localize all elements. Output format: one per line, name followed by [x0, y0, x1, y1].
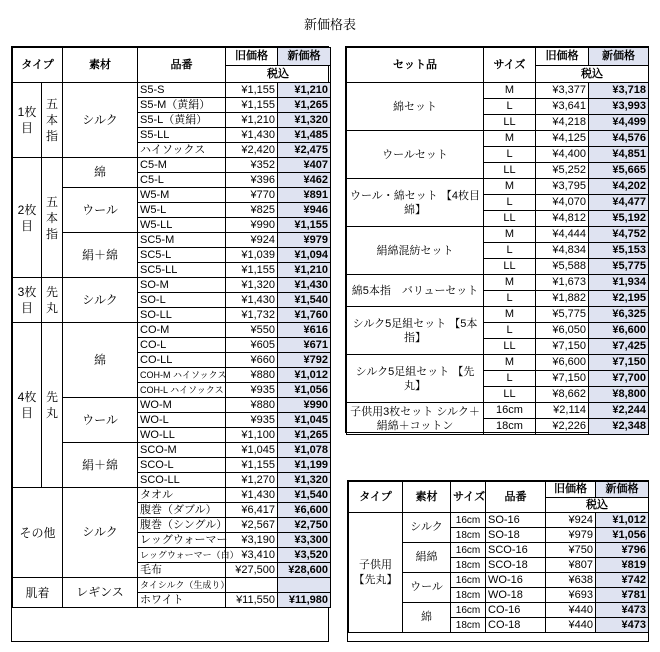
- header-product: 品番: [138, 48, 226, 83]
- old-price-cell: ¥880: [226, 368, 278, 383]
- new-price-cell: ¥1,485: [278, 128, 331, 143]
- material-cell: シルク: [63, 278, 138, 323]
- new-price-cell: ¥4,477: [589, 195, 649, 211]
- new-price-cell: ¥1,934: [589, 275, 649, 291]
- product-cell: WO-M: [138, 398, 226, 413]
- old-price-cell: ¥2,567: [226, 518, 278, 533]
- size-cell: M: [484, 131, 536, 147]
- product-cell: CO-18: [486, 618, 546, 633]
- new-price-cell: ¥4,752: [589, 227, 649, 243]
- size-cell: 18cm: [451, 588, 486, 603]
- new-price-cell: ¥990: [278, 398, 331, 413]
- old-price-cell: ¥4,400: [536, 147, 589, 163]
- product-cell: CO-M: [138, 323, 226, 338]
- size-cell: L: [484, 291, 536, 307]
- type-cell: その他: [13, 488, 63, 578]
- table-row: [347, 307, 649, 323]
- product-cell: レッグウォーマー: [138, 533, 226, 548]
- set-name-cell: ウールセット: [347, 131, 484, 179]
- new-price-cell: ¥616: [278, 323, 331, 338]
- old-price-cell: ¥638: [546, 573, 596, 588]
- old-price-cell: ¥4,834: [536, 243, 589, 259]
- new-price-cell: ¥1,265: [278, 428, 331, 443]
- new-price-cell: ¥2,244: [589, 403, 649, 419]
- new-price-cell: ¥1,056: [596, 528, 649, 543]
- old-price-cell: ¥935: [226, 413, 278, 428]
- new-price-cell: ¥1,155: [278, 218, 331, 233]
- product-cell: CO-16: [486, 603, 546, 618]
- table-row: [13, 578, 331, 593]
- table-row: [347, 131, 649, 147]
- header-new-price: 新価格: [589, 48, 649, 66]
- type-cell: 2枚目: [13, 158, 42, 278]
- old-price-cell: ¥750: [546, 543, 596, 558]
- kind-cell: 五本指: [42, 83, 63, 158]
- product-cell: SO-LL: [138, 308, 226, 323]
- product-cell: CO-L: [138, 338, 226, 353]
- product-cell: S5-LL: [138, 128, 226, 143]
- old-price-cell: ¥1,100: [226, 428, 278, 443]
- new-price-cell: ¥7,700: [589, 371, 649, 387]
- new-price-cell: ¥671: [278, 338, 331, 353]
- old-price-cell: ¥1,155: [226, 263, 278, 278]
- product-cell: C5-M: [138, 158, 226, 173]
- product-cell: 毛布: [138, 563, 226, 578]
- size-cell: M: [484, 355, 536, 371]
- header-tax: 税込: [226, 66, 331, 83]
- size-cell: M: [484, 307, 536, 323]
- new-price-cell: ¥1,045: [278, 413, 331, 428]
- set-name-cell: 絹綿混紡セット: [347, 227, 484, 275]
- material-cell: ウール: [63, 188, 138, 233]
- material-cell: シルク: [403, 513, 451, 543]
- size-cell: L: [484, 147, 536, 163]
- old-price-cell: ¥605: [226, 338, 278, 353]
- old-price-cell: ¥5,252: [536, 163, 589, 179]
- new-price-cell: ¥1,012: [278, 368, 331, 383]
- new-price-cell: ¥4,576: [589, 131, 649, 147]
- size-cell: L: [484, 99, 536, 115]
- old-price-cell: ¥550: [226, 323, 278, 338]
- size-cell: LL: [484, 339, 536, 355]
- old-price-cell: ¥3,190: [226, 533, 278, 548]
- size-cell: M: [484, 275, 536, 291]
- header-product: 品番: [486, 482, 546, 513]
- header-type: タイプ: [349, 482, 403, 513]
- new-price-cell: ¥1,430: [278, 278, 331, 293]
- new-price-cell: ¥1,094: [278, 248, 331, 263]
- old-price-cell: ¥2,420: [226, 143, 278, 158]
- material-cell: ウール: [63, 398, 138, 443]
- material-cell: シルク: [63, 83, 138, 158]
- type-cell: 4枚目: [13, 323, 42, 488]
- type-cell: 1枚目: [13, 83, 42, 158]
- table-row: [347, 227, 649, 243]
- product-cell: SCO-LL: [138, 473, 226, 488]
- product-cell: WO-L: [138, 413, 226, 428]
- product-cell: 腹巻（ダブル）: [138, 503, 226, 518]
- old-price-cell: ¥440: [546, 618, 596, 633]
- new-price-cell: ¥2,750: [278, 518, 331, 533]
- new-price-cell: ¥3,718: [589, 83, 649, 99]
- size-cell: 18cm: [451, 618, 486, 633]
- old-price-cell: ¥880: [226, 398, 278, 413]
- old-price-cell: ¥1,045: [226, 443, 278, 458]
- size-cell: LL: [484, 115, 536, 131]
- table-row: [13, 323, 331, 338]
- size-cell: L: [484, 323, 536, 339]
- product-cell: S5-L（黄絹）: [138, 113, 226, 128]
- old-price-cell: ¥924: [546, 513, 596, 528]
- old-price-cell: ¥4,812: [536, 211, 589, 227]
- table-row: [347, 179, 649, 195]
- old-price-cell: ¥6,417: [226, 503, 278, 518]
- product-cell: SO-L: [138, 293, 226, 308]
- kind-cell: 先丸: [42, 323, 63, 488]
- size-cell: 18cm: [451, 558, 486, 573]
- old-price-cell: ¥825: [226, 203, 278, 218]
- new-price-cell: ¥2,348: [589, 419, 649, 435]
- product-cell: W5-LL: [138, 218, 226, 233]
- old-price-cell: ¥4,070: [536, 195, 589, 211]
- new-price-cell: ¥6,600: [589, 323, 649, 339]
- new-price-cell: ¥819: [596, 558, 649, 573]
- product-cell: WO-16: [486, 573, 546, 588]
- product-cell: SCO-18: [486, 558, 546, 573]
- product-cell: COH-M ハイソックス: [138, 368, 226, 383]
- size-cell: L: [484, 371, 536, 387]
- old-price-cell: ¥8,662: [536, 387, 589, 403]
- product-cell: W5-L: [138, 203, 226, 218]
- material-cell: 絹＋綿: [63, 233, 138, 278]
- table-row: [13, 278, 331, 293]
- new-price-cell: ¥7,425: [589, 339, 649, 355]
- size-cell: M: [484, 179, 536, 195]
- kids-type-cell: 子供用 【先丸】: [349, 513, 403, 633]
- new-price-cell: ¥1,540: [278, 293, 331, 308]
- old-price-cell: ¥11,550: [226, 593, 278, 608]
- header-new-price: 新価格: [278, 48, 331, 66]
- old-price-cell: ¥5,775: [536, 307, 589, 323]
- material-cell: シルク: [63, 488, 138, 578]
- new-price-cell: ¥462: [278, 173, 331, 188]
- old-price-cell: ¥1,155: [226, 98, 278, 113]
- new-price-cell: ¥11,980: [278, 593, 331, 608]
- header-material: 素材: [403, 482, 451, 513]
- kind-cell: 五本指: [42, 158, 63, 278]
- table-row: [347, 275, 649, 291]
- old-price-cell: ¥1,155: [226, 458, 278, 473]
- header-set: セット品: [347, 48, 484, 83]
- product-cell: S5-S: [138, 83, 226, 98]
- new-price-cell: ¥1,540: [278, 488, 331, 503]
- header-tax: 税込: [536, 66, 649, 83]
- table-row: [347, 83, 649, 99]
- type-cell: 肌着: [13, 578, 63, 608]
- old-price-cell: ¥770: [226, 188, 278, 203]
- kind-cell: 先丸: [42, 278, 63, 323]
- main-price-table: [11, 46, 329, 642]
- table-row: [349, 513, 649, 528]
- product-cell: タオル: [138, 488, 226, 503]
- old-price-cell: ¥1,430: [226, 293, 278, 308]
- set-name-cell: シルク5足組セット 【先丸】: [347, 355, 484, 403]
- header-tax: 税込: [546, 498, 649, 513]
- size-cell: M: [484, 83, 536, 99]
- table-row: [13, 488, 331, 503]
- new-price-cell: ¥1,760: [278, 308, 331, 323]
- old-price-cell: ¥3,795: [536, 179, 589, 195]
- type-cell: 3枚目: [13, 278, 42, 323]
- set-name-cell: 綿5本指 バリューセット: [347, 275, 484, 307]
- old-price-cell: ¥2,226: [536, 419, 589, 435]
- kids-price-table: [347, 480, 649, 642]
- new-price-cell: ¥473: [596, 618, 649, 633]
- new-price-cell: ¥1,210: [278, 83, 331, 98]
- table-row: [347, 355, 649, 371]
- material-cell: ウール: [403, 573, 451, 603]
- new-price-cell: ¥1,210: [278, 263, 331, 278]
- old-price-cell: ¥7,150: [536, 371, 589, 387]
- size-cell: 16cm: [451, 603, 486, 618]
- product-cell: SO-M: [138, 278, 226, 293]
- new-price-cell: ¥6,325: [589, 307, 649, 323]
- old-price-cell: ¥3,377: [536, 83, 589, 99]
- size-cell: L: [484, 195, 536, 211]
- old-price-cell: [226, 578, 278, 593]
- product-cell: CO-LL: [138, 353, 226, 368]
- product-cell: COH-L ハイソックス: [138, 383, 226, 398]
- set-name-cell: 綿セット: [347, 83, 484, 131]
- old-price-cell: ¥693: [546, 588, 596, 603]
- old-price-cell: ¥935: [226, 383, 278, 398]
- new-price-cell: ¥8,800: [589, 387, 649, 403]
- product-cell: ハイソックス: [138, 143, 226, 158]
- new-price-cell: ¥1,056: [278, 383, 331, 398]
- old-price-cell: ¥1,320: [226, 278, 278, 293]
- new-price-cell: ¥5,192: [589, 211, 649, 227]
- size-cell: M: [484, 227, 536, 243]
- old-price-cell: ¥4,125: [536, 131, 589, 147]
- old-price-cell: ¥3,641: [536, 99, 589, 115]
- size-cell: 16cm: [451, 543, 486, 558]
- header-material: 素材: [63, 48, 138, 83]
- new-price-cell: ¥3,520: [278, 548, 331, 563]
- old-price-cell: ¥1,155: [226, 83, 278, 98]
- product-cell: SO-16: [486, 513, 546, 528]
- product-cell: WO-18: [486, 588, 546, 603]
- header-type: タイプ: [13, 48, 63, 83]
- product-cell: W5-M: [138, 188, 226, 203]
- new-price-cell: ¥796: [596, 543, 649, 558]
- page-title: 新価格表: [303, 17, 356, 32]
- old-price-cell: ¥807: [546, 558, 596, 573]
- material-cell: レギンス: [63, 578, 138, 608]
- old-price-cell: ¥1,882: [536, 291, 589, 307]
- header-size: サイズ: [484, 48, 536, 83]
- set-name-cell: ウール・綿セット 【4枚目綿】: [347, 179, 484, 227]
- size-cell: LL: [484, 387, 536, 403]
- product-cell: 腹巻（シングル）: [138, 518, 226, 533]
- old-price-cell: ¥3,410: [226, 548, 278, 563]
- old-price-cell: ¥660: [226, 353, 278, 368]
- product-cell: SC5-L: [138, 248, 226, 263]
- old-price-cell: ¥6,600: [536, 355, 589, 371]
- table-row: [13, 83, 331, 98]
- size-cell: LL: [484, 259, 536, 275]
- old-price-cell: ¥1,430: [226, 488, 278, 503]
- new-price-cell: ¥1,320: [278, 113, 331, 128]
- new-price-cell: ¥5,665: [589, 163, 649, 179]
- old-price-cell: ¥396: [226, 173, 278, 188]
- header-old-price: 旧価格: [226, 48, 278, 66]
- new-price-cell: ¥1,012: [596, 513, 649, 528]
- new-price-cell: ¥7,150: [589, 355, 649, 371]
- new-price-cell: ¥1,078: [278, 443, 331, 458]
- new-price-cell: ¥1,320: [278, 473, 331, 488]
- material-cell: 綿: [63, 158, 138, 188]
- product-cell: SCO-L: [138, 458, 226, 473]
- old-price-cell: ¥5,588: [536, 259, 589, 275]
- new-price-cell: ¥4,851: [589, 147, 649, 163]
- new-price-cell: ¥891: [278, 188, 331, 203]
- product-cell: SO-18: [486, 528, 546, 543]
- new-price-cell: ¥2,195: [589, 291, 649, 307]
- material-cell: 絹＋綿: [63, 443, 138, 488]
- new-price-cell: ¥28,600: [278, 563, 331, 578]
- new-price-cell: ¥5,775: [589, 259, 649, 275]
- new-price-cell: ¥5,153: [589, 243, 649, 259]
- product-cell: S5-M（黄絹）: [138, 98, 226, 113]
- set-price-table: [345, 46, 649, 433]
- new-price-cell: ¥407: [278, 158, 331, 173]
- old-price-cell: ¥440: [546, 603, 596, 618]
- new-price-cell: ¥3,993: [589, 99, 649, 115]
- size-cell: 16cm: [484, 403, 536, 419]
- size-cell: L: [484, 243, 536, 259]
- new-price-cell: ¥6,600: [278, 503, 331, 518]
- new-price-cell: ¥946: [278, 203, 331, 218]
- old-price-cell: ¥352: [226, 158, 278, 173]
- new-price-cell: ¥4,499: [589, 115, 649, 131]
- new-price-cell: ¥4,202: [589, 179, 649, 195]
- new-price-cell: ¥979: [278, 233, 331, 248]
- old-price-cell: ¥2,114: [536, 403, 589, 419]
- header-size: サイズ: [451, 482, 486, 513]
- size-cell: 18cm: [451, 528, 486, 543]
- new-price-cell: ¥792: [278, 353, 331, 368]
- product-cell: WO-LL: [138, 428, 226, 443]
- old-price-cell: ¥979: [546, 528, 596, 543]
- old-price-cell: ¥1,673: [536, 275, 589, 291]
- old-price-cell: ¥1,210: [226, 113, 278, 128]
- new-price-cell: ¥2,475: [278, 143, 331, 158]
- size-cell: LL: [484, 163, 536, 179]
- header-old-price: 旧価格: [546, 482, 596, 498]
- old-price-cell: ¥924: [226, 233, 278, 248]
- table-row: [13, 158, 331, 173]
- material-cell: 綿: [63, 323, 138, 398]
- table-row: [347, 403, 649, 419]
- old-price-cell: ¥4,444: [536, 227, 589, 243]
- new-price-cell: ¥3,300: [278, 533, 331, 548]
- product-cell: SCO-M: [138, 443, 226, 458]
- new-price-cell: ¥1,265: [278, 98, 331, 113]
- header-old-price: 旧価格: [536, 48, 589, 66]
- new-price-cell: ¥742: [596, 573, 649, 588]
- size-cell: 18cm: [484, 419, 536, 435]
- old-price-cell: ¥1,039: [226, 248, 278, 263]
- set-name-cell: 子供用3枚セット シルク＋絹綿＋コットン: [347, 403, 484, 435]
- old-price-cell: ¥6,050: [536, 323, 589, 339]
- new-price-cell: [278, 578, 331, 593]
- old-price-cell: ¥1,430: [226, 128, 278, 143]
- old-price-cell: ¥1,732: [226, 308, 278, 323]
- product-cell: SC5-LL: [138, 263, 226, 278]
- product-cell: SC5-M: [138, 233, 226, 248]
- set-name-cell: シルク5足組セット 【5本指】: [347, 307, 484, 355]
- new-price-cell: ¥781: [596, 588, 649, 603]
- header-new-price: 新価格: [596, 482, 649, 498]
- size-cell: 16cm: [451, 513, 486, 528]
- product-cell: タイシルク（生成り）: [138, 578, 226, 593]
- material-cell: 絹綿: [403, 543, 451, 573]
- old-price-cell: ¥1,270: [226, 473, 278, 488]
- new-price-cell: ¥1,199: [278, 458, 331, 473]
- size-cell: LL: [484, 211, 536, 227]
- old-price-cell: ¥990: [226, 218, 278, 233]
- old-price-cell: ¥27,500: [226, 563, 278, 578]
- product-cell: SCO-16: [486, 543, 546, 558]
- old-price-cell: ¥7,150: [536, 339, 589, 355]
- old-price-cell: ¥4,218: [536, 115, 589, 131]
- new-price-cell: ¥473: [596, 603, 649, 618]
- material-cell: 綿: [403, 603, 451, 633]
- product-cell: レッグウォーマー（白）: [138, 548, 226, 563]
- product-cell: C5-L: [138, 173, 226, 188]
- size-cell: 16cm: [451, 573, 486, 588]
- product-cell: ホワイト: [138, 593, 226, 608]
